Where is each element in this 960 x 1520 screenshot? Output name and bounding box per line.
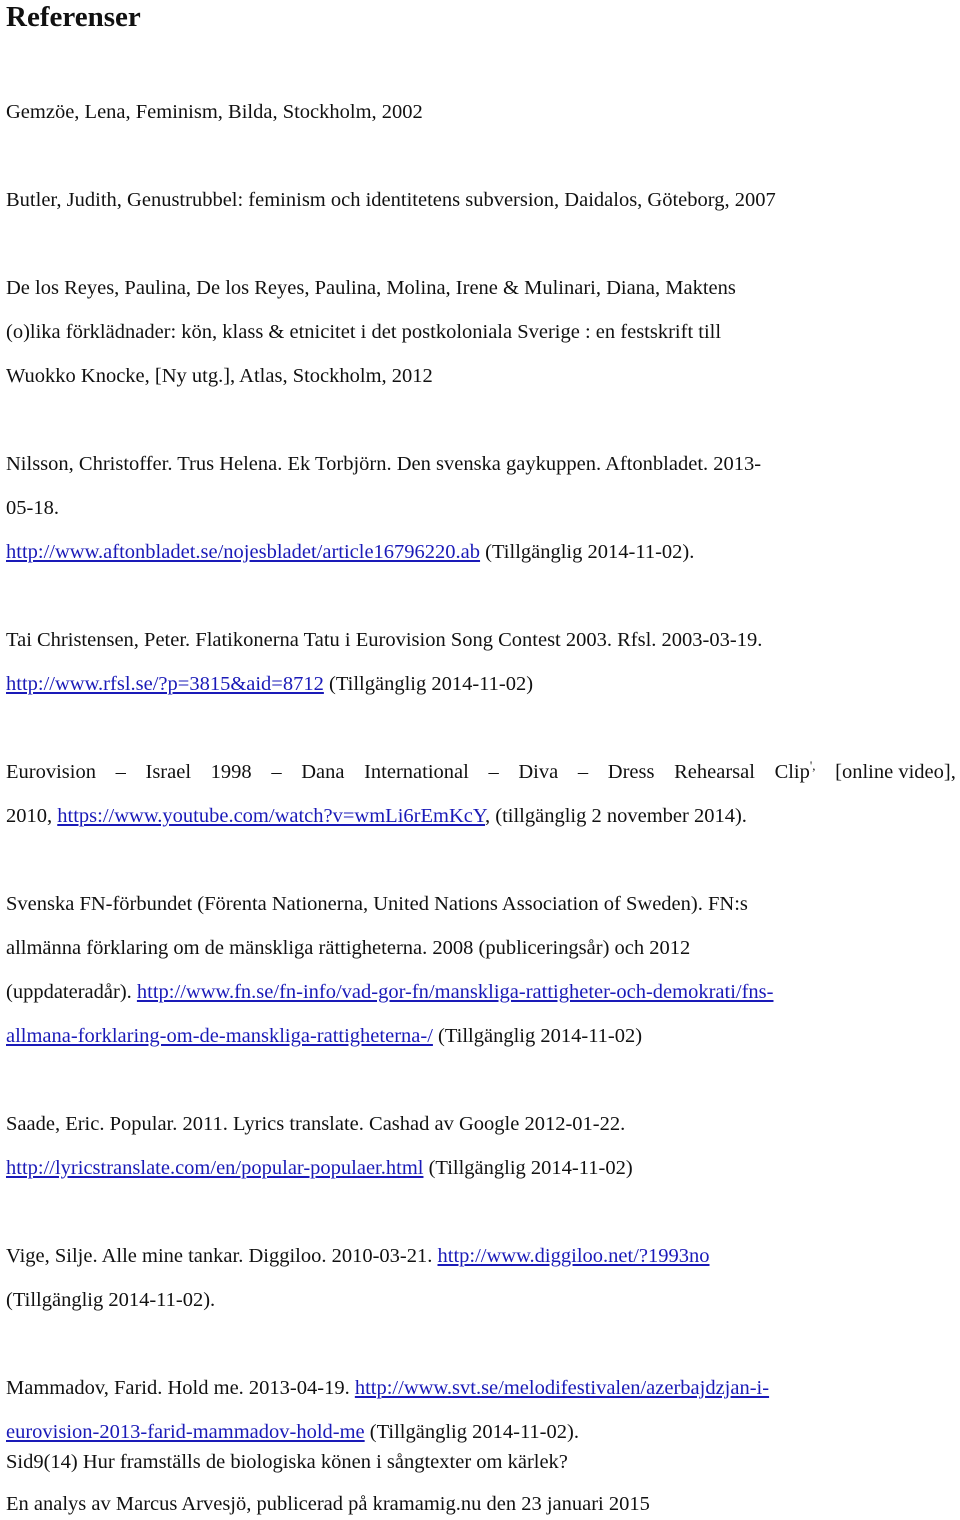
eurovision-word: Rehearsal [674,761,755,783]
ref-saade-line1: Saade, Eric. Popular. 2011. Lyrics translate. Cashad av Google 2012-01-22. [6,1113,626,1135]
eurovision-word: – [115,761,126,783]
eurovision-word: – [488,761,499,783]
ref-mammadov-line1 [6,1375,769,1401]
fn-link-part1[interactable]: http://www.fn.se/fn-info/vad-gor-fn/manskliga-rattigheter-och-demokrati/fns- [136,981,774,1003]
eurovision-word: Eurovision [6,761,96,783]
diggiloo-link[interactable]: http://www.diggiloo.net/?1993no [437,1245,710,1267]
lyricstranslate-link[interactable]: http://lyricstranslate.com/en/popular-populaer.html [6,1157,424,1179]
footer-author-info: En analys av Marcus Arvesjö, publicerad på kramamig.nu den 23 januari 2015 [6,1493,650,1515]
fn-link-part2[interactable]: allmana-forklaring-om-de-manskliga-rattigheterna-/ [6,1025,433,1047]
ref-vige-before: Vige, Silje. Alle mine tankar. Diggiloo. 2010-03-21. [6,1245,438,1267]
ref-fn-after: (Tillgänglig 2014-11-02) [432,1025,643,1047]
ref-delosreyes-line3: Wuokko Knocke, [Ny utg.], Atlas, Stockholm, 2012 [6,365,433,387]
ref-eurovision-line1 [6,759,956,787]
ref-eurovision-year: 2010, [6,805,58,827]
ref-saade-line2 [6,1155,633,1181]
svt-link-part2[interactable]: eurovision-2013-farid-mammadov-hold-me [6,1421,365,1443]
eurovision-word-clip [775,759,816,787]
eurovision-word: 1998 [210,761,252,783]
eurovision-word: Israel [145,761,192,783]
eurovision-word: International [364,761,469,783]
eurovision-word: Dress [607,761,655,783]
aftonbladet-link[interactable]: http://www.aftonbladet.se/nojesbladet/article16796220.ab [6,541,481,563]
eurovision-clip-mark: ', [809,758,816,773]
rfsl-link[interactable]: http://www.rfsl.se/?p=3815&aid=8712 [6,673,324,695]
eurovision-word: – [271,761,282,783]
ref-fn-line3 [6,979,773,1005]
ref-saade-after: (Tillgänglig 2014-11-02) [423,1157,633,1179]
eurovision-clip-text: Clip [774,761,810,783]
ref-nilsson-after: (Tillgänglig 2014-11-02). [480,541,695,563]
page-title: Referenser [6,1,141,33]
ref-vige-line2: (Tillgänglig 2014-11-02). [6,1289,216,1311]
eurovision-word: Diva [518,761,559,783]
ref-eurovision-after: , (tillgänglig 2 november 2014). [485,805,747,827]
ref-delosreyes-line1: De los Reyes, Paulina, De los Reyes, Paulina, Molina, Irene & Mulinari, Diana, Maktens [6,277,736,299]
ref-nilsson-line1: Nilsson, Christoffer. Trus Helena. Ek Torbjörn. Den svenska gaykuppen. Aftonbladet. 2013- [6,453,762,475]
svt-link-part1[interactable]: http://www.svt.se/melodifestivalen/azerbajdzjan-i- [354,1377,770,1399]
eurovision-word-tail: [online video], [835,761,956,783]
ref-butler: Butler, Judith, Genustrubbel: feminism och identitetens subversion, Daidalos, Göteborg, 2007 [6,189,776,211]
ref-vige-line1 [6,1243,710,1269]
ref-fn-before: (uppdateradår). [6,981,137,1003]
eurovision-word: – [577,761,589,783]
youtube-link[interactable]: https://www.youtube.com/watch?v=wmLi6rEmKcY [57,805,486,827]
eurovision-word: Dana [301,761,345,783]
ref-mammadov-after: (Tillgänglig 2014-11-02). [364,1421,579,1443]
ref-nilsson-line2: 05-18. [6,497,59,519]
ref-fn-line4 [6,1023,642,1049]
ref-delosreyes-line2: (o)lika förklädnader: kön, klass & etnicitet i det postkoloniala Sverige : en festskrift till [6,321,722,343]
ref-fn-line1: Svenska FN-förbundet (Förenta Nationerna, United Nations Association of Sweden). FN:s [6,893,748,915]
ref-gemzoe: Gemzöe, Lena, Feminism, Bilda, Stockholm, 2002 [6,101,423,123]
ref-tai-line1: Tai Christensen, Peter. Flatikonerna Tatu i Eurovision Song Contest 2003. Rfsl. 2003-03-19. [6,629,763,651]
ref-nilsson-line3 [6,539,694,565]
footer-page-info: Sid9(14) Hur framställs de biologiska könen i sångtexter om kärlek? [6,1451,568,1473]
ref-tai-after: (Tillgänglig 2014-11-02) [323,673,534,695]
ref-mammadov-line2 [6,1419,579,1445]
ref-tai-line2 [6,671,533,697]
ref-eurovision-line2 [6,803,747,829]
ref-fn-line2: allmänna förklaring om de mänskliga rättigheterna. 2008 (publiceringsår) och 2012 [6,937,691,959]
ref-mammadov-before: Mammadov, Farid. Hold me. 2013-04-19. [6,1377,355,1399]
